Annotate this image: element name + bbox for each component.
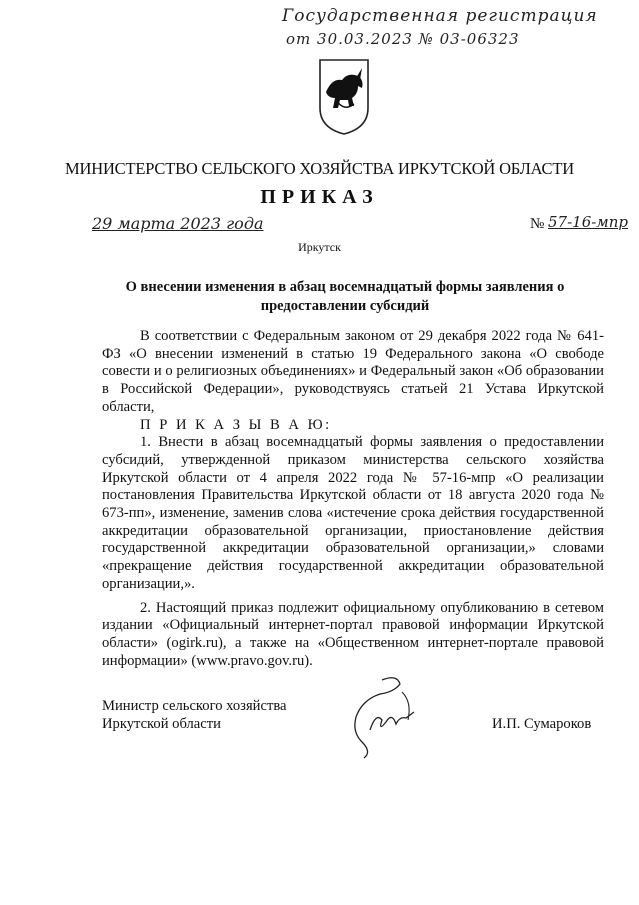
document-number: 57-16-мпр	[548, 213, 629, 231]
irkutsk-coat-of-arms-icon	[318, 58, 370, 136]
item-1-paragraph: 1. Внести в абзац восемнадцатый формы заявления о предоставлении субсидий, утвержденной приказом министерства сельского хозяйства Иркутской области от 4 апреля 2022 года № 57-16-мпр «О реализации постановления Правительства Иркутской области от 18 августа 2020 года № 673-пп», изменение, заменив слова «истечение срока действия государственной аккредитации образовательной организации, приостановление действия государственной аккредитации образовательной организации,» словами «прекращение действия государственной аккредитации образовательной организации,».	[102, 434, 604, 592]
document-body	[102, 328, 604, 670]
registration-stamp-line2: от 30.03.2023 № 03-06323	[286, 30, 520, 48]
registration-stamp-line1: Государственная регистрация	[282, 6, 598, 26]
signatory-name: И.П. Сумароков	[492, 716, 592, 732]
document-date: 29 марта 2023 года	[92, 214, 264, 233]
document-subject: О внесении изменения в абзац восемнадцатый формы заявления о предоставлении субсидий	[125, 279, 565, 314]
preamble-paragraph: В соответствии с Федеральным законом от 29 декабря 2022 года № 641-ФЗ «О внесении изменений в статью 19 Федерального закона «О свободе совести и о религиозных объединениях» и Федеральный закон «Об образовании в Российской Федерации», руководствуясь статьей 21 Устава Иркутской области,	[102, 328, 604, 415]
signatory-title	[102, 697, 287, 733]
document-type: ПРИКАЗ	[260, 186, 379, 208]
handwritten-signature-icon	[342, 672, 437, 762]
city: Иркутск	[298, 240, 341, 254]
item-2-paragraph: 2. Настоящий приказ подлежит официальному опубликованию в сетевом издании «Официальный интернет-портал правовой информации Иркутской области» (ogirk.ru), а также на «Общественном интернет-портале правовой информации» (www.pravo.gov.ru).	[102, 599, 604, 669]
order-heading: П Р И К А З Ы В А Ю:	[140, 416, 332, 433]
number-label: №	[530, 216, 545, 232]
ministry-name: МИНИСТЕРСТВО СЕЛЬСКОГО ХОЗЯЙСТВА ИРКУТСКОЙ ОБЛАСТИ	[65, 159, 574, 178]
signatory-title-line2: Иркутской области	[102, 716, 221, 732]
signatory-title-line1: Министр сельского хозяйства	[102, 698, 287, 714]
